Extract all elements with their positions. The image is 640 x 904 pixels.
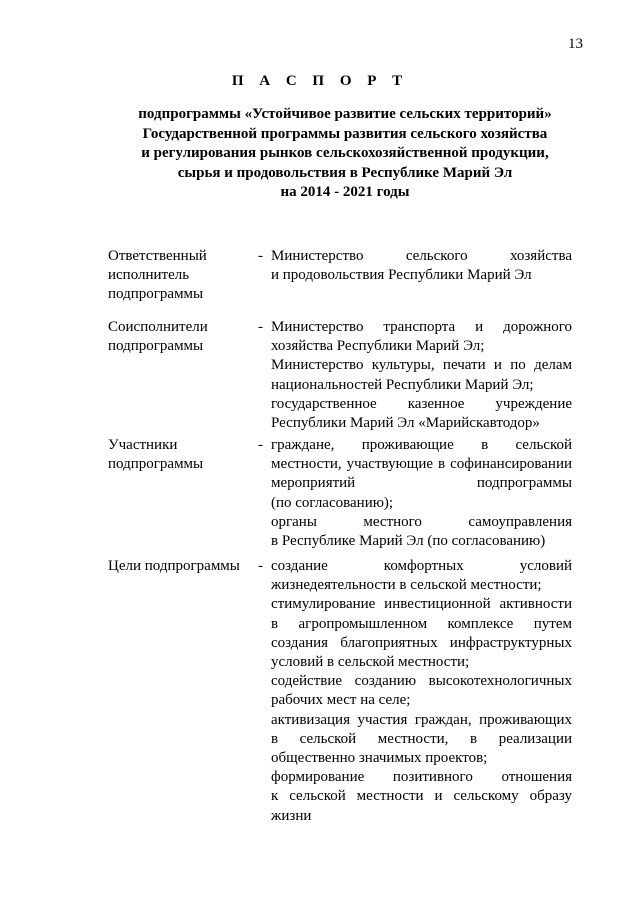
label-line: исполнитель <box>108 267 190 284</box>
row-label <box>108 247 258 305</box>
row-value <box>271 436 572 551</box>
dash: - <box>258 437 263 453</box>
label-line: подпрограммы <box>108 286 204 303</box>
value-line: органы местного самоуправления <box>271 513 572 530</box>
value-line: создания благоприятных инфраструктурных <box>271 634 572 651</box>
dash: - <box>258 558 263 574</box>
value-line: в Республике Марий Эл (по согласованию) <box>271 533 546 550</box>
page-number: 13 <box>568 36 583 52</box>
label-line: Ответственный <box>108 248 207 264</box>
value-line: Министерство сельского хозяйства <box>271 248 572 264</box>
subtitle-line: сырья и продовольствия в Республике Марий Эл <box>177 164 513 181</box>
value-line: жизнедеятельности в сельской местности; <box>271 577 542 594</box>
label-line: Участники <box>108 437 178 453</box>
subtitle-line: и регулирования рынков сельскохозяйственной продукции, <box>141 145 549 161</box>
value-line: (по согласованию); <box>271 494 394 511</box>
value-line: рабочих мест на селе; <box>271 692 411 709</box>
value-line: содействие созданию высокотехнологичных <box>271 673 572 690</box>
value-line: к сельской местности и сельскому образу <box>271 788 572 805</box>
row-value <box>271 557 572 826</box>
label-line: Цели подпрограммы <box>108 558 240 574</box>
row-label <box>108 436 258 474</box>
value-line: формирование позитивного отношения <box>271 769 572 786</box>
subtitle <box>110 105 580 203</box>
value-line: общественно значимых проектов; <box>271 750 488 767</box>
label-line: подпрограммы <box>108 456 204 473</box>
value-line: Министерство транспорта и дорожного <box>271 319 572 335</box>
row-label <box>108 318 258 356</box>
label-line: Соисполнители <box>108 319 208 335</box>
subtitle-line: Государственной программы развития сельского хозяйства <box>142 125 548 142</box>
label-line: подпрограммы <box>108 338 204 355</box>
dash: - <box>258 319 263 335</box>
value-line: и продовольствия Республики Марий Эл <box>271 267 532 284</box>
value-line: мероприятий подпрограммы <box>271 475 572 492</box>
value-line: граждане, проживающие в сельской <box>271 437 572 453</box>
value-line: хозяйства Республики Марий Эл; <box>271 338 485 355</box>
row-value <box>271 247 572 285</box>
value-line: в сельской местности, в реализации <box>271 730 572 747</box>
value-line: местности, участвующие в софинансировании <box>271 456 572 473</box>
value-line: Министерство культуры, печати и по делам <box>271 357 572 374</box>
value-line: в агропромышленном комплексе путем <box>271 615 572 632</box>
value-line: активизация участия граждан, проживающих <box>271 711 572 728</box>
value-line: создание комфортных условий <box>271 558 572 574</box>
value-line: условий в сельской местности; <box>271 654 470 671</box>
row-value <box>271 318 572 433</box>
row-label <box>108 557 258 576</box>
value-line: государственное казенное учреждение <box>271 395 572 412</box>
value-line: Республики Марий Эл «Марийскавтодор» <box>271 415 540 432</box>
dash: - <box>258 248 263 264</box>
subtitle-line: на 2014 - 2021 годы <box>280 184 410 200</box>
value-line: национальностей Республики Марий Эл; <box>271 376 534 393</box>
value-line: жизни <box>271 807 312 824</box>
subtitle-line: подпрограммы «Устойчивое развитие сельских территорий» <box>138 106 552 122</box>
passport-title: П А С П О Р Т <box>231 73 409 89</box>
value-line: стимулирование инвестиционной активности <box>271 596 572 613</box>
